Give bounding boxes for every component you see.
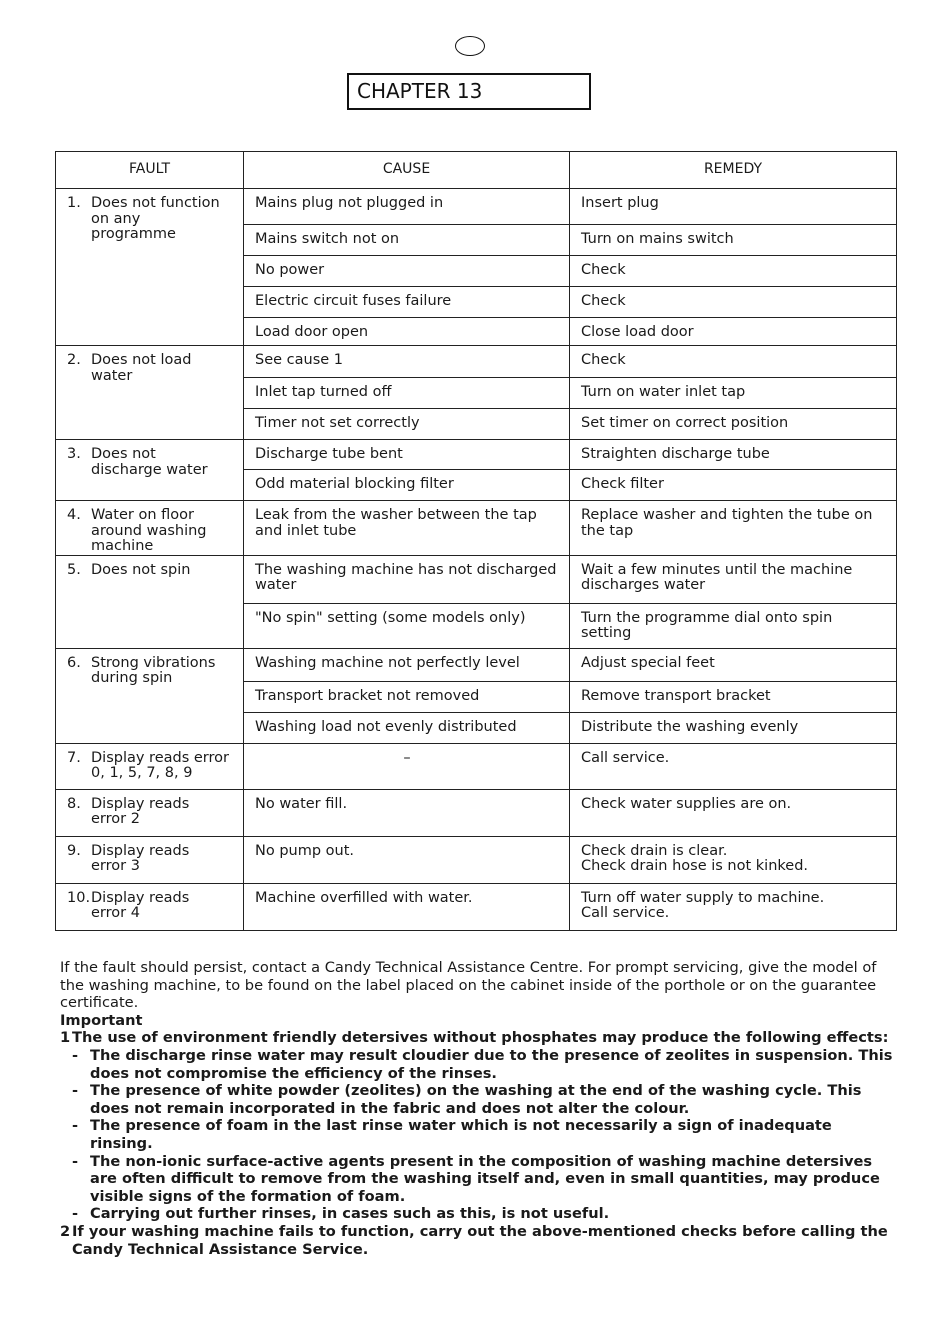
fault-text-line: Does not spin xyxy=(91,561,191,578)
dash-bullet: - xyxy=(71,1205,79,1223)
table-row xyxy=(56,883,897,930)
table-row xyxy=(56,743,897,789)
fault-text-line: Does not xyxy=(91,446,156,462)
cause-cell: The washing machine has not discharged water xyxy=(244,555,570,603)
fault-cell xyxy=(56,346,244,440)
dash-bullet: - xyxy=(71,1082,79,1100)
cause-cell: See cause 1 xyxy=(244,346,570,378)
language-marker-oval xyxy=(455,36,485,56)
fault-text-line: programme xyxy=(91,226,176,242)
remedy-cell: Distribute the washing evenly xyxy=(570,712,897,743)
notes-item-2-number: 2 xyxy=(60,1222,71,1240)
fault-cell xyxy=(56,883,244,930)
fault-cell xyxy=(56,789,244,836)
effects-list xyxy=(60,1047,896,1223)
cause-cell: Machine overfilled with water. xyxy=(244,883,570,930)
notes-item-2-text: If your washing machine fails to function, carry out the above-mentioned checks before calling the Candy Technical Assistance Service. xyxy=(72,1222,888,1258)
table-row xyxy=(56,789,897,836)
fault-number: 2. xyxy=(67,352,81,368)
remedy-cell: Close load door xyxy=(570,318,897,346)
fault-cell xyxy=(56,555,244,648)
list-item-text: The non-ionic surface-active agents present in the composition of washing machine detersives are often difficult to remove from the washing itself and, even in small quantities, may produce visible signs of the formation of foam. xyxy=(90,1152,880,1205)
remedy-cell: Call service. xyxy=(570,743,897,789)
fault-number: 5. xyxy=(67,561,81,578)
fault-text-line: during spin xyxy=(91,670,173,686)
fault-cell xyxy=(56,836,244,883)
cause-cell: Load door open xyxy=(244,318,570,346)
cause-cell: Discharge tube bent xyxy=(244,440,570,470)
cause-cell: No pump out. xyxy=(244,836,570,883)
fault-text-line: machine xyxy=(91,538,154,554)
cause-cell: Mains switch not on xyxy=(244,225,570,256)
chapter-heading: CHAPTER 13 xyxy=(347,73,591,110)
cause-cell: "No spin" setting (some models only) xyxy=(244,603,570,648)
list-item xyxy=(60,1047,896,1082)
fault-text-line: Water on floor xyxy=(91,507,194,523)
remedy-cell: Turn on mains switch xyxy=(570,225,897,256)
cause-cell: Washing load not evenly distributed xyxy=(244,712,570,743)
fault-cell xyxy=(56,189,244,346)
list-item-text: The presence of foam in the last rinse water which is not necessarily a sign of inadequate rinsing. xyxy=(90,1117,832,1152)
remedy-cell: Insert plug xyxy=(570,189,897,225)
remedy-cell: Set timer on correct position xyxy=(570,409,897,440)
fault-text-line: Display reads xyxy=(91,889,190,906)
table-row xyxy=(56,555,897,603)
table-row xyxy=(56,648,897,681)
fault-number: 7. xyxy=(67,749,81,766)
remedy-cell: Straighten discharge tube xyxy=(570,440,897,470)
fault-text-line: Display reads xyxy=(91,795,190,812)
remedy-cell: Check filter xyxy=(570,470,897,501)
cause-cell: Mains plug not plugged in xyxy=(244,189,570,225)
header-fault: FAULT xyxy=(56,152,244,189)
fault-table xyxy=(55,151,897,931)
notes-item-1 xyxy=(60,1029,896,1047)
cause-cell: No water fill. xyxy=(244,789,570,836)
remedy-cell: Check drain is clear. Check drain hose is not kinked. xyxy=(570,836,897,883)
fault-text-line: Does not load xyxy=(91,352,192,368)
table-header-row xyxy=(56,152,897,189)
cause-cell: No power xyxy=(244,256,570,287)
list-item xyxy=(60,1205,896,1223)
remedy-cell: Check xyxy=(570,256,897,287)
remedy-cell: Turn the programme dial onto spin setting xyxy=(570,603,897,648)
fault-table-body xyxy=(56,189,897,931)
fault-text-line: on any xyxy=(91,210,141,227)
fault-text-line: error 4 xyxy=(91,905,140,921)
header-cause: CAUSE xyxy=(244,152,570,189)
table-row xyxy=(56,440,897,470)
fault-text-line: Display reads xyxy=(91,842,190,859)
fault-number: 3. xyxy=(67,446,81,462)
fault-number: 6. xyxy=(67,654,81,671)
dash-bullet: - xyxy=(71,1046,79,1064)
list-item-text: The presence of white powder (zeolites) on the washing at the end of the washing cycle. This does not remain incorporated in the fabric and does not alter the colour. xyxy=(90,1082,862,1117)
remedy-cell: Replace washer and tighten the tube on the tap xyxy=(570,501,897,556)
list-item xyxy=(60,1082,896,1117)
fault-text-line: Does not function xyxy=(91,195,220,211)
important-heading: Important xyxy=(60,1011,143,1029)
table-row xyxy=(56,189,897,225)
cause-cell: Transport bracket not removed xyxy=(244,681,570,712)
dash-bullet: - xyxy=(71,1152,79,1170)
fault-cell xyxy=(56,440,244,501)
fault-cell xyxy=(56,743,244,789)
notes-item-1-number: 1 xyxy=(60,1029,71,1047)
fault-number: 8. xyxy=(67,795,81,812)
notes-intro: If the fault should persist, contact a Candy Technical Assistance Centre. For prompt servicing, give the model of the washing machine, to be found on the label placed on the cabinet inside of the porthole or on the guarantee certificate. xyxy=(60,959,877,1012)
list-item xyxy=(60,1153,896,1206)
remedy-cell: Check water supplies are on. xyxy=(570,789,897,836)
cause-cell: Leak from the washer between the tap and inlet tube xyxy=(244,501,570,556)
fault-text-line: error 2 xyxy=(91,811,140,827)
list-item-text: The discharge rinse water may result cloudier due to the presence of zeolites in suspension. This does not compromise the efficiency of the rinses. xyxy=(90,1046,893,1082)
remedy-cell: Check xyxy=(570,287,897,318)
remedy-cell: Adjust special feet xyxy=(570,648,897,681)
remedy-cell: Remove transport bracket xyxy=(570,681,897,712)
cause-cell: Washing machine not perfectly level xyxy=(244,648,570,681)
notes-section xyxy=(60,959,896,1258)
fault-number: 9. xyxy=(67,842,81,859)
remedy-cell: Turn on water inlet tap xyxy=(570,378,897,409)
table-row xyxy=(56,836,897,883)
fault-cell xyxy=(56,501,244,556)
cause-cell: – xyxy=(244,743,570,789)
fault-text-line: Strong vibrations xyxy=(91,654,216,671)
fault-cell xyxy=(56,648,244,743)
dash-bullet: - xyxy=(71,1117,79,1135)
cause-cell: Inlet tap turned off xyxy=(244,378,570,409)
cause-cell: Timer not set correctly xyxy=(244,409,570,440)
fault-text-line: 0, 1, 5, 7, 8, 9 xyxy=(91,765,193,781)
fault-number: 10. xyxy=(67,889,91,906)
fault-text-line: water xyxy=(91,367,133,384)
remedy-cell: Wait a few minutes until the machine discharges water xyxy=(570,555,897,603)
list-item xyxy=(60,1117,896,1152)
notes-item-2 xyxy=(60,1223,896,1258)
fault-text-line: discharge water xyxy=(91,461,208,478)
remedy-cell: Turn off water supply to machine. Call service. xyxy=(570,883,897,930)
fault-text-line: Display reads error xyxy=(91,749,229,766)
table-row xyxy=(56,501,897,556)
fault-text-line: around washing xyxy=(91,522,207,539)
cause-cell: Electric circuit fuses failure xyxy=(244,287,570,318)
remedy-cell: Check xyxy=(570,346,897,378)
cause-cell: Odd material blocking filter xyxy=(244,470,570,501)
fault-number: 1. xyxy=(67,195,81,211)
fault-number: 4. xyxy=(67,507,81,523)
notes-item-1-text: The use of environment friendly detersives without phosphates may produce the following effects: xyxy=(72,1029,889,1047)
fault-text-line: error 3 xyxy=(91,858,140,874)
list-item-text: Carrying out further rinses, in cases such as this, is not useful. xyxy=(90,1205,610,1223)
table-row xyxy=(56,346,897,378)
header-remedy: REMEDY xyxy=(570,152,897,189)
